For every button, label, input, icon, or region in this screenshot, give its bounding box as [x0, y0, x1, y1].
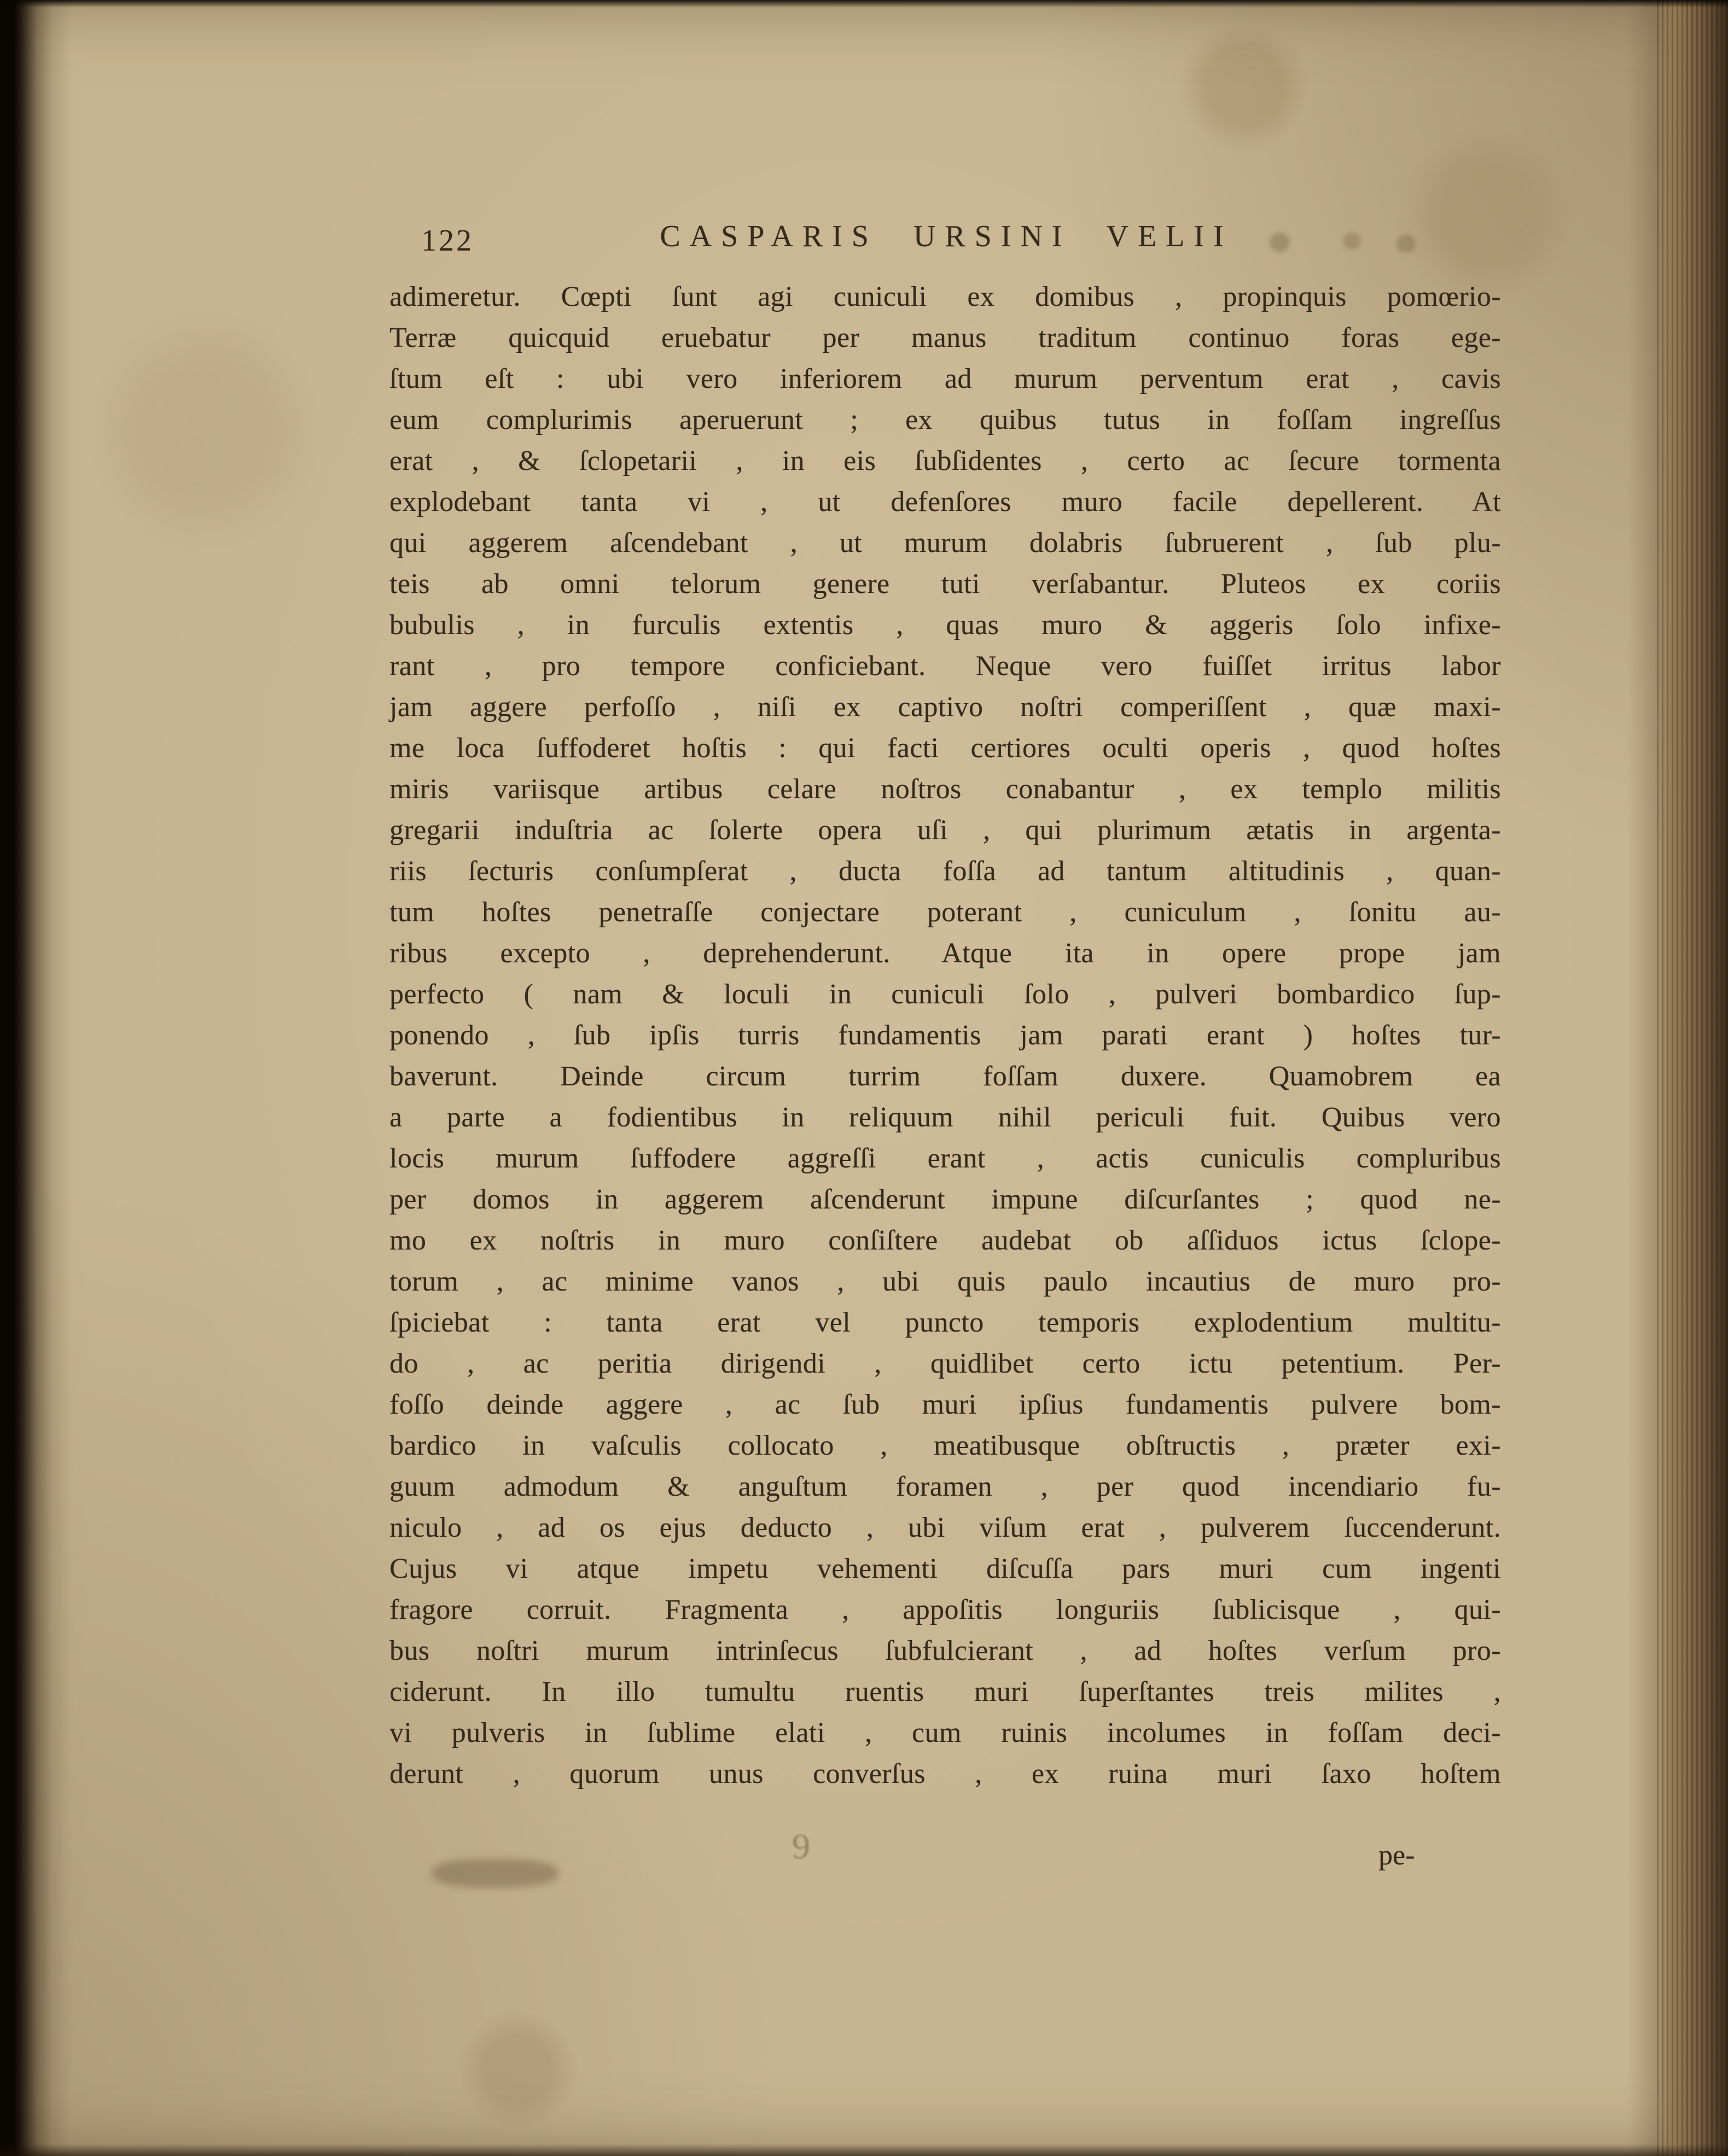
text-line: rant , pro tempore conficiebant. Neque vero fuiſſet irritus labor [389, 650, 1501, 682]
text-line: bubulis , in furculis extentis , quas muro & aggeris ſolo infixe- [389, 609, 1501, 641]
text-line: fragore corruit. Fragmenta , appoſitis longuriis ſublicisque , qui- [389, 1594, 1501, 1625]
text-line: bus noſtri murum intrinſecus ſubfulcierant , ad hoſtes verſum pro- [389, 1635, 1501, 1666]
text-line: bardico in vaſculis collocato , meatibusque obſtructis , præter exi- [389, 1430, 1501, 1461]
text-line: niculo , ad os ejus deducto , ubi viſum erat , pulverem ſuccenderunt. [389, 1512, 1501, 1543]
body-text [389, 276, 1501, 1794]
text-line: ribus excepto , deprehenderunt. Atque ita in opere prope jam [389, 938, 1501, 969]
bleedthrough-ghost [1253, 229, 1433, 256]
text-line: adimeretur. Cœpti ſunt agi cuniculi ex domibus , propinquis pomœrio- [389, 281, 1501, 312]
page-number: 122 [421, 224, 474, 258]
signature-mark: 9 [792, 1827, 810, 1867]
text-line: jam aggere perfoſſo , niſi ex captivo noſtri comperiſſent , quæ maxi- [389, 691, 1501, 723]
text-line: foſſo deinde aggere , ac ſub muri ipſius fundamentis pulvere bom- [389, 1389, 1501, 1420]
text-line: derunt , quorum unus converſus , ex ruina muri ſaxo hoſtem [389, 1758, 1501, 1789]
text-line: gregarii induſtria ac ſolerte opera uſi , qui plurimum ætatis in argenta- [389, 815, 1501, 846]
text-line: Terræ quicquid eruebatur per manus traditum continuo foras ege- [389, 322, 1501, 353]
text-line: tum hoſtes penetraſſe conjectare poterant , cuniculum , ſonitu au- [389, 897, 1501, 928]
ink-smudge [432, 1859, 558, 1887]
text-line: riis ſecturis conſumpſerat , ducta foſſa ad tantum altitudinis , quan- [389, 856, 1501, 887]
text-line: a parte a fodientibus in reliquum nihil periculi fuit. Quibus vero [389, 1102, 1501, 1133]
text-line: torum , ac minime vanos , ubi quis paulo incautius de muro pro- [389, 1266, 1501, 1297]
text-line: me loca ſuffoderet hoſtis : qui facti certiores oculti operis , quod hoſtes [389, 733, 1501, 764]
text-line: vi pulveris in ſublime elati , cum ruinis incolumes in foſſam deci- [389, 1717, 1501, 1748]
text-line: guum admodum & anguſtum foramen , per quod incendiario fu- [389, 1471, 1501, 1502]
text-line: mo ex noſtris in muro conſiſtere audebat ob aſſiduos ictus ſclope- [389, 1225, 1501, 1256]
text-line: baverunt. Deinde circum turrim foſſam duxere. Quamobrem ea [389, 1061, 1501, 1092]
text-line: Cujus vi atque impetu vehementi diſcuſſa pars muri cum ingenti [389, 1553, 1501, 1584]
text-line: ciderunt. In illo tumultu ruentis muri ſuperſtantes treis milites , [389, 1676, 1501, 1707]
text-line: per domos in aggerem aſcenderunt impune diſcurſantes ; quod ne- [389, 1184, 1501, 1215]
catchword: pe- [1378, 1840, 1415, 1871]
running-title: CASPARIS URSINI VELII [660, 219, 1233, 253]
text-line: miris variisque artibus celare noſtros conabantur , ex templo militis [389, 774, 1501, 805]
text-line: ſtum eſt : ubi vero inferiorem ad murum perventum erat , cavis [389, 363, 1501, 394]
text-line: do , ac peritia dirigendi , quidlibet certo ictu petentium. Per- [389, 1348, 1501, 1379]
text-line: explodebant tanta vi , ut defenſores muro facile depellerent. At [389, 486, 1501, 518]
text-line: ſpiciebat : tanta erat vel puncto temporis explodentium multitu- [389, 1307, 1501, 1338]
text-line: qui aggerem aſcendebant , ut murum dolabris ſubruerent , ſub plu- [389, 527, 1501, 559]
text-line: teis ab omni telorum genere tuti verſabantur. Pluteos ex coriis [389, 568, 1501, 600]
text-line: locis murum ſuffodere aggreſſi erant , actis cuniculis compluribus [389, 1143, 1501, 1174]
text-line: perfecto ( nam & loculi in cuniculi ſolo , pulveri bombardico ſup- [389, 979, 1501, 1010]
text-line: eum complurimis aperuerunt ; ex quibus tutus in foſſam ingreſſus [389, 404, 1501, 435]
text-line: ponendo , ſub ipſis turris fundamentis jam parati erant ) hoſtes tur- [389, 1020, 1501, 1051]
text-line: erat , & ſclopetarii , in eis ſubſidentes , certo ac ſecure tormenta [389, 445, 1501, 476]
